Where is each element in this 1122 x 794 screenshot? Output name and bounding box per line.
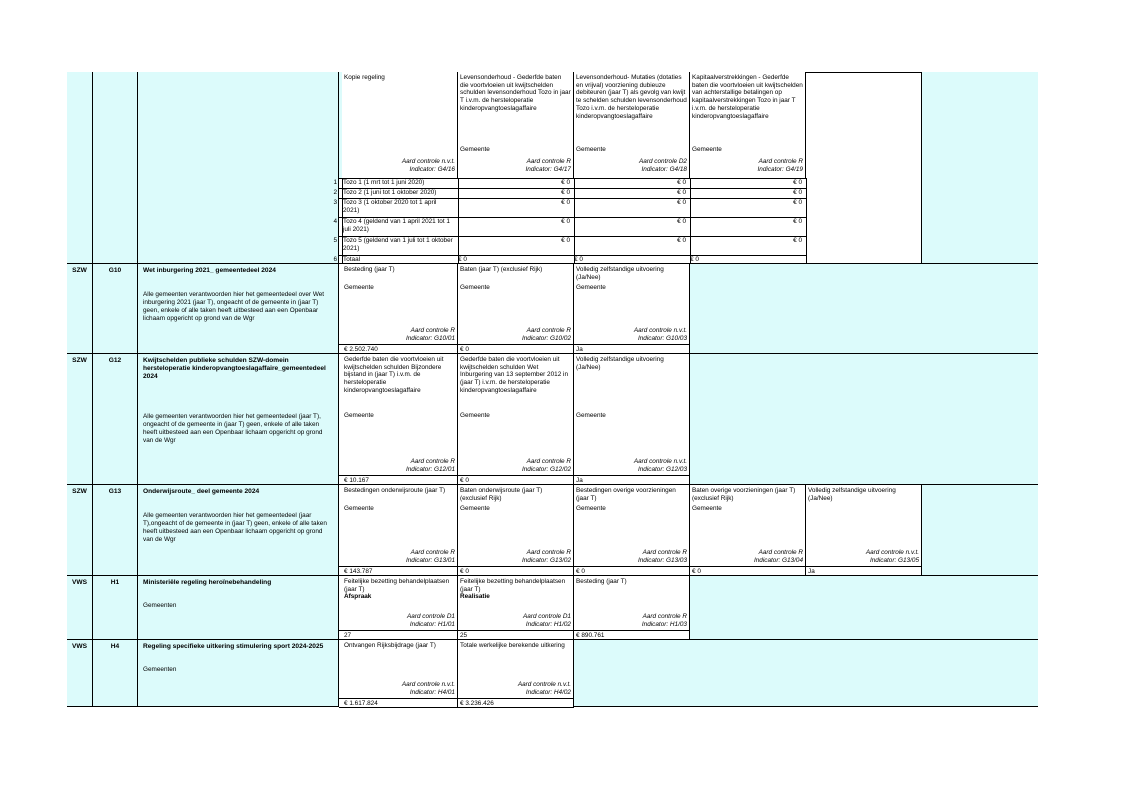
indicator: Indicator: G13/03 (637, 556, 687, 564)
aard-controle: Aard controle R (526, 327, 571, 334)
aard-controle: Aard controle D1 (523, 613, 571, 620)
g12-col-3 (574, 354, 690, 485)
value-cell[interactable]: € 143.787 (339, 566, 457, 576)
value-cell[interactable]: € 1.617.824 (339, 698, 457, 708)
tozo-row-label: Totaal (343, 256, 361, 263)
aard-controle: Aard controle R (526, 458, 571, 465)
aard-controle: Aard controle n.v.t. (517, 681, 571, 688)
value-cell[interactable]: € 0 (458, 344, 573, 354)
indicator: Indicator: G10/02 (521, 334, 571, 342)
aard-controle: Aard controle R (410, 458, 455, 465)
aard-controle: Aard controle R (526, 549, 571, 556)
row-number: 1 (333, 179, 337, 186)
tozo-col-3: Levensonderhoud- Mutaties (dotaties en vrijval) voorziening dubieuze debiteuren (jaar T) als gevolg van kwijt te schelden schulden levensonderhoud Tozo i.v.m. de hersteloperatie kinderopvangtoeslagaffaire Gemeente Aard controle D2 Indicator: G4/18 (574, 72, 690, 178)
tozo-value: € 0 (793, 189, 802, 196)
value-cell[interactable]: Ja (574, 475, 689, 485)
ministry-label: SZW (67, 264, 93, 353)
column-header: Feitelijke bezetting behandelplaatsen (jaar T) (344, 578, 450, 593)
aard-controle: Aard controle n.v.t. (401, 681, 455, 688)
regeling-title: Ministeriële regeling heroïnebehandeling (143, 579, 272, 586)
regeling-code: G12 (93, 354, 138, 484)
h1-col-1 (339, 576, 458, 640)
indicator: Indicator: G10/03 (637, 334, 687, 342)
indicator: Indicator: G13/04 (753, 556, 803, 564)
tozo-value: € 0 (793, 199, 802, 206)
value-cell[interactable]: € 0 (574, 566, 689, 576)
column-org: Gemeente (460, 284, 490, 291)
indicator: Indicator: G13/01 (405, 556, 455, 564)
value-cell[interactable]: Ja (806, 566, 921, 576)
indicator: Indicator: H4/01 (409, 688, 455, 696)
value-cell[interactable]: € 0 (690, 566, 805, 576)
aard-controle: Aard controle R (410, 327, 455, 334)
tozo-value: € 0 (793, 237, 802, 244)
regeling-description: Alle gemeenten verantwoorden hier het gemeentedeel (jaar T),ongeacht of de gemeente in (jaar T) geen, enkele of alle taken heeft uitbesteed aan een Openbaar lichaam opgericht op grond van de Wgr (143, 512, 327, 543)
column-header: Feitelijke bezetting behandelplaatsen (jaar T) (460, 578, 566, 593)
column-org: Gemeente (576, 412, 606, 419)
tozo-value: € 0 (561, 218, 570, 225)
tozo-value: € 0 (458, 256, 467, 263)
value-cell[interactable]: € 890.761 (574, 630, 689, 640)
row-number: 3 (333, 199, 337, 206)
g12-col-2 (458, 354, 574, 485)
value-cell[interactable]: € 10.167 (339, 475, 457, 485)
tozo-row-label: Tozo 5 (geldend van 1 juli tot 1 oktober 2021) (343, 237, 453, 252)
ministry-label: SZW (67, 485, 93, 575)
regeling-description: Gemeenten (143, 666, 177, 673)
indicator: Indicator: G12/01 (405, 465, 455, 473)
column-header: Volledig zelfstandige uitvoering (Ja/Nee) (576, 266, 664, 281)
indicator: Indicator: G12/03 (637, 465, 687, 473)
aard-controle: Aard controle R (642, 549, 687, 556)
tozo-value: € 0 (574, 256, 583, 263)
aard-controle: Aard controle n.v.t. (633, 327, 687, 334)
column-header: Baten (jaar T) (exclusief Rijk) (460, 266, 543, 273)
g10-col-3 (574, 264, 690, 354)
tozo-data-rows (333, 178, 806, 263)
tozo-row-label: Tozo 4 (geldend van 1 april 2021 tot 1 juli 2021) (343, 218, 450, 233)
indicator: Indicator: H4/02 (525, 688, 571, 696)
regeling-title: Wet inburgering 2021_ gemeentedeel 2024 (143, 267, 276, 274)
tozo-col-4: Kapitaalverstrekkingen - Gederfde baten die voortvloeien uit kwijtschelden van achterstallige betalingen op kapitaalverstrekkingen Tozo in jaar T i.v.m. de hersteloperatie kinderopvangtoeslagaffaire Gemeente Aard controle R Indicator: G4/19 (690, 72, 806, 178)
aard-controle: Aard controle R (758, 549, 803, 556)
column-header: Gederfde baten die voortvloeien uit kwijtschelden schulden Wet Inburgering van 13 september 2012 in (jaar T) i.v.m. de hersteloperatie kinderopvangtoeslagaffaire (460, 356, 569, 394)
tozo-col-2: Levensonderhoud - Gederfde baten die voortvloeien uit kwijtschelden schulden levensonderhoud Tozo in jaar T i.v.m. de hersteloperatie kinderopvangtoeslagaffaire Gemeente Aard controle R Indicator: G4/17 (458, 72, 574, 178)
row-number: 5 (333, 237, 337, 244)
column-header: Volledig zelfstandige uitvoering (Ja/Nee) (808, 487, 896, 502)
value-cell[interactable]: € 0 (458, 566, 573, 576)
tozo-section (67, 72, 1038, 263)
regeling-description: Alle gemeenten verantwoorden hier het gemeentedeel over Wet inburgering 2021 (jaar T), ongeacht of de gemeente in (jaar T) geen, enkele of alle taken heeft uitbesteed aan een Openbaar lichaam opgericht op grond van de Wgr (143, 291, 325, 322)
tozo-row-label: Tozo 2 (1 juni tot 1 oktober 2020) (343, 189, 437, 196)
aard-controle: Aard controle D1 (407, 613, 455, 620)
tozo-value: € 0 (677, 179, 686, 186)
column-org: Gemeente (344, 284, 374, 291)
regeling-g12 (67, 353, 1038, 484)
row-number: 2 (333, 189, 337, 196)
column-header: Ontvangen Rijksbijdrage (jaar T) (344, 642, 436, 649)
h1-col-3 (574, 576, 690, 640)
h4-col-1 (339, 640, 458, 708)
g13-col-1 (339, 485, 458, 576)
regeling-code: G10 (93, 264, 138, 353)
regeling-title: Onderwijsroute_ deel gemeente 2024 (143, 488, 260, 495)
aard-controle: Aard controle n.v.t. (633, 458, 687, 465)
tozo-value: € 0 (561, 179, 570, 186)
ministry-label: SZW (67, 354, 93, 484)
aard-controle: Aard controle R (410, 549, 455, 556)
value-cell[interactable]: 25 (458, 630, 573, 640)
column-org: Gemeente (576, 505, 606, 512)
regeling-code: H4 (93, 640, 138, 706)
regeling-title: Kwijtschelden publieke schulden SZW-domein hersteloperatie kinderopvangtoeslagaffaire_gemeentedeel 2024 (143, 357, 326, 380)
value-cell[interactable]: € 2.502.740 (339, 344, 457, 354)
g12-col-1 (339, 354, 458, 485)
column-org: Gemeente (344, 505, 374, 512)
indicator: Indicator: H1/03 (641, 620, 687, 628)
indicator: Indicator: H1/01 (409, 620, 455, 628)
tozo-col-5 (806, 72, 922, 263)
regeling-g13 (67, 484, 1038, 575)
indicator: Indicator: G13/02 (521, 556, 571, 564)
aard-controle: Aard controle n.v.t. (865, 549, 919, 556)
tozo-value: € 0 (677, 199, 686, 206)
indicator: Indicator: G10/01 (405, 334, 455, 342)
ministry-label: VWS (67, 576, 93, 639)
ministry-label: VWS (67, 640, 93, 706)
column-header: Volledig zelfstandige uitvoering (Ja/Nee) (576, 356, 664, 371)
regeling-h4 (67, 639, 1038, 707)
g10-col-2 (458, 264, 574, 354)
tozo-value: € 0 (561, 237, 570, 244)
h4-col-2 (458, 640, 574, 708)
regeling-title: Regeling specifieke uitkering stimulering sport 2024-2025 (143, 643, 324, 650)
tozo-value: € 0 (677, 189, 686, 196)
column-header: Bestedingen overige voorzieningen (jaar T) (576, 487, 676, 502)
tozo-row-label: Tozo 3 (1 oktober 2020 tot 1 april 2021) (343, 199, 437, 214)
aard-controle: Aard controle R (642, 613, 687, 620)
column-header: Besteding (jaar T) (344, 266, 395, 273)
indicator: Indicator: G12/02 (521, 465, 571, 473)
spreadsheet-page (67, 72, 1038, 707)
regeling-code: H1 (93, 576, 138, 639)
column-header: Bestedingen onderwijsroute (jaar T) (344, 487, 446, 494)
indicator: Indicator: H1/02 (525, 620, 571, 628)
tozo-value: € 0 (677, 237, 686, 244)
column-org: Gemeente (460, 505, 490, 512)
value-cell[interactable]: € 0 (458, 475, 573, 485)
h1-col-2 (458, 576, 574, 640)
column-header: Baten onderwijsroute (jaar T) (exclusief Rijk) (460, 487, 543, 502)
tozo-value: € 0 (561, 199, 570, 206)
tozo-value: € 0 (561, 189, 570, 196)
column-header: Baten overige voorzieningen (jaar T) (exclusief Rijk) (692, 487, 796, 502)
value-cell[interactable]: 27 (339, 630, 457, 640)
tozo-col-1: Kopie regeling Aard controle n.v.t. Indicator: G4/16 (342, 72, 458, 178)
column-org: Gemeente (576, 284, 606, 291)
regeling-code: G13 (93, 485, 138, 575)
regeling-h1 (67, 575, 1038, 639)
value-cell[interactable]: Ja (574, 344, 689, 354)
value-cell[interactable]: € 3.236.426 (458, 698, 573, 708)
tozo-value: € 0 (793, 218, 802, 225)
column-subheader: Realisatie (460, 593, 490, 601)
regeling-description: Alle gemeenten verantwoorden hier het gemeentedeel (jaar T), ongeacht of de gemeente in (jaar T) geen, enkele of alle taken heeft uitbesteed aan een Openbaar lichaam opgericht op grond van de Wgr (143, 413, 323, 444)
column-org: Gemeente (344, 412, 374, 419)
column-subheader: Afspraak (344, 593, 372, 601)
regeling-description: Gemeenten (143, 602, 177, 609)
column-header: Totale werkelijke berekende uitkering (460, 642, 565, 649)
column-header: Gederfde baten die voortvloeien uit kwijtschelden schulden Bijzondere bijstand in (jaar T) i.v.m. de hersteloperatie kinderopvangtoeslagaffaire (344, 356, 444, 394)
indicator: Indicator: G13/05 (869, 556, 919, 564)
g10-col-1 (339, 264, 458, 354)
tozo-value: € 0 (677, 218, 686, 225)
g13-col-3 (574, 485, 690, 576)
g13-col-4 (690, 485, 806, 576)
regeling-g10 (67, 263, 1038, 353)
tozo-value: € 0 (793, 179, 802, 186)
row-number: 6 (333, 256, 337, 263)
column-org: Gemeente (460, 412, 490, 419)
g13-col-5 (806, 485, 922, 576)
g13-col-2 (458, 485, 574, 576)
column-org: Gemeente (692, 505, 722, 512)
tozo-value: € 0 (690, 256, 699, 263)
tozo-row-label: Tozo 1 (1 mrt tot 1 juni 2020) (343, 179, 425, 186)
row-number: 4 (333, 218, 337, 225)
column-header: Besteding (jaar T) (576, 578, 627, 585)
